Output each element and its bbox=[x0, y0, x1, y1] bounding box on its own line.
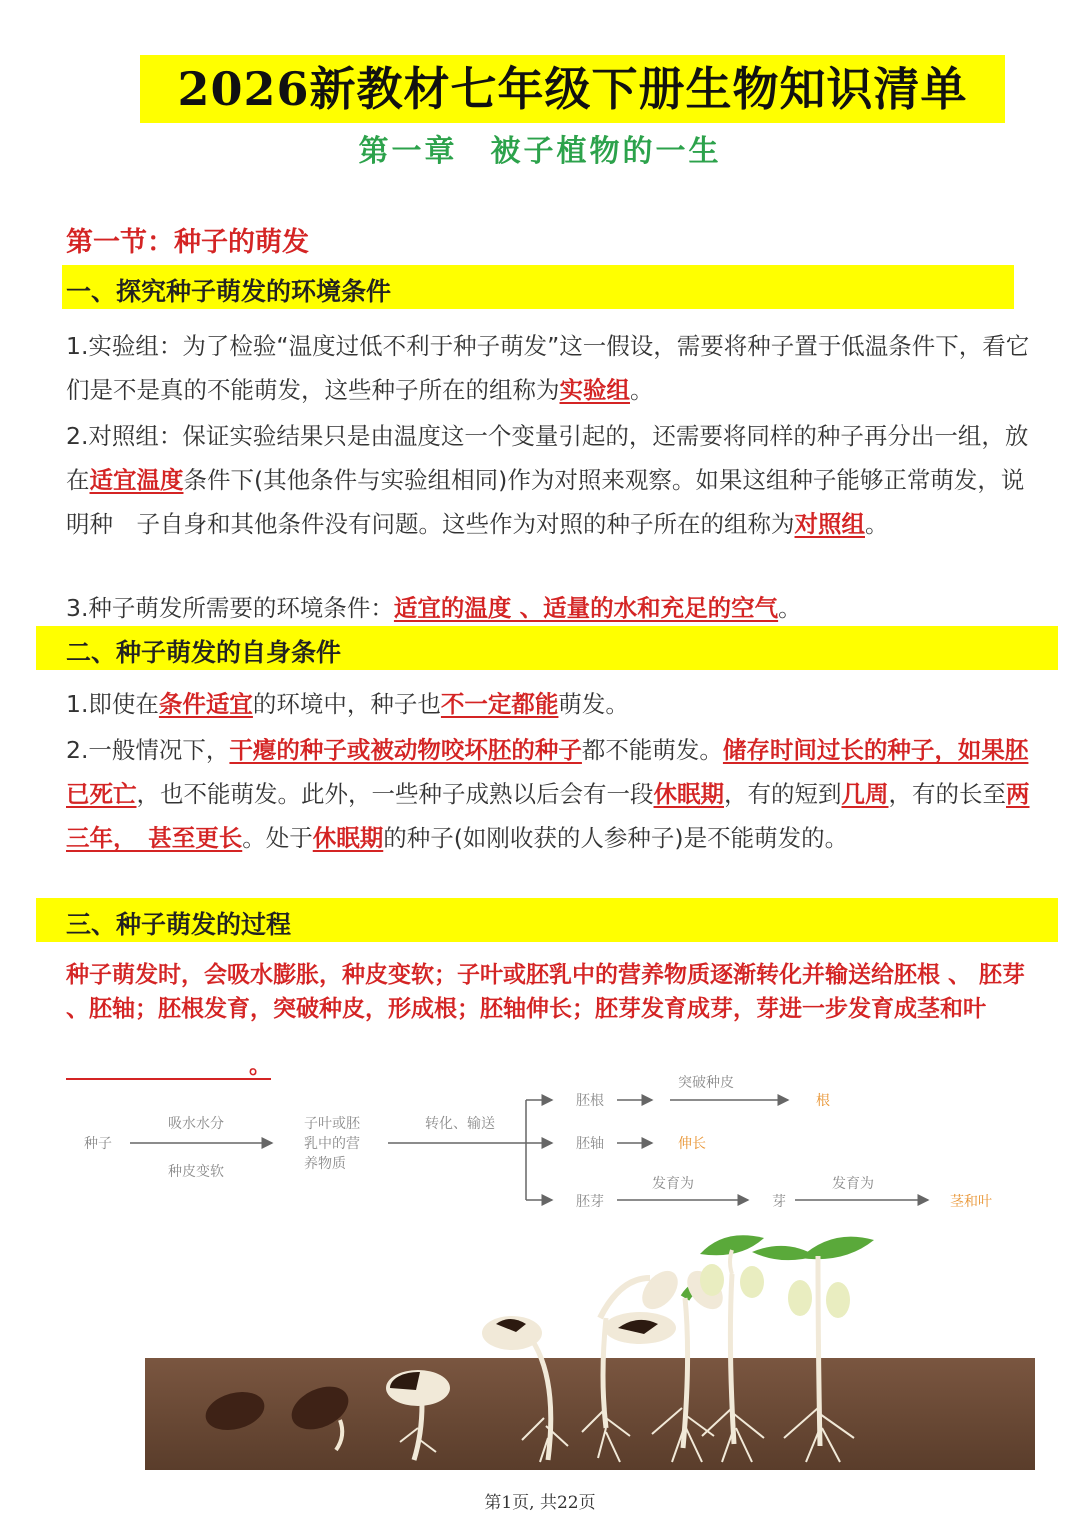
paragraph-self-condition-1: 1.即使在条件适宜的环境中，种子也不一定都能萌发。 bbox=[66, 690, 629, 718]
diagram-develop-1: 发育为 bbox=[652, 1176, 694, 1192]
keyword: 适宜温度 bbox=[89, 466, 184, 494]
diagram-absorb: 吸水水分 bbox=[168, 1116, 224, 1132]
keyword: 两三年， 甚至更长 bbox=[66, 780, 1030, 852]
germination-flow-diagram bbox=[60, 1070, 1020, 1220]
diagram-bud: 芽 bbox=[772, 1194, 786, 1210]
diagram-break: 突破种皮 bbox=[678, 1075, 734, 1091]
page-footer: 第1页, 共22页 bbox=[484, 1493, 596, 1513]
keyword: 储存时间过长的种子，如果胚已死亡 bbox=[66, 736, 1029, 808]
diagram-nutrient-1: 子叶或胚 bbox=[304, 1116, 360, 1132]
keyword: 几周 bbox=[841, 780, 889, 808]
keyword: 实验组 bbox=[559, 376, 630, 404]
keyword: 适宜的温度 、适量的水和充足的空气 bbox=[393, 594, 779, 622]
keyword: 不一定都能 bbox=[440, 690, 559, 718]
diagram-root: 根 bbox=[816, 1093, 830, 1109]
diagram-elongate: 伸长 bbox=[678, 1136, 706, 1152]
heading-2: 二、种子萌发的自身条件 bbox=[66, 638, 342, 667]
diagram-radicle: 胚根 bbox=[576, 1093, 604, 1109]
chapter-title: 第一章 被子植物的一生 bbox=[358, 134, 722, 169]
diagram-hypocotyl: 胚轴 bbox=[576, 1136, 604, 1152]
soil bbox=[145, 1358, 1035, 1470]
diagram-plumule: 胚芽 bbox=[576, 1194, 604, 1210]
heading-1: 一、探究种子萌发的环境条件 bbox=[66, 277, 392, 306]
diagram-develop-2: 发育为 bbox=[832, 1176, 874, 1192]
diagram-stem-leaf: 茎和叶 bbox=[950, 1194, 992, 1210]
diagram-transform: 转化、输送 bbox=[425, 1116, 495, 1132]
keyword: 干瘪的种子或被动物咬坏胚的种子 bbox=[229, 736, 582, 764]
page-title: 2026新教材七年级下册生物知识清单 bbox=[177, 62, 968, 116]
keyword: 休眠期 bbox=[312, 824, 384, 852]
diagram-nutrient-3: 养物质 bbox=[304, 1156, 346, 1172]
keyword: 对照组 bbox=[794, 510, 865, 538]
paragraph-self-condition-2: 2.一般情况下，干瘪的种子或被动物咬坏胚的种子都不能萌发。储存时间过长的种子，如果胚已死亡，也不能萌发。此外，一些种子成熟以后会有一段休眠期，有的短到几周，有的长至两三年， 甚至更长。处于休眠期的种子(如刚收获的人参种子)是不能萌发的。 bbox=[66, 736, 1030, 852]
process-description: 种子萌发时，会吸水膨胀，种皮变软；子叶或胚乳中的营养物质逐渐转化并输送给胚根 、 胚芽 、胚轴；胚根发育，突破种皮，形成根；胚轴伸长；胚芽发育成芽，芽进一步发育成茎和叶 bbox=[66, 962, 1026, 1022]
section-title: 第一节：种子的萌发 bbox=[66, 227, 309, 258]
diagram-seed: 种子 bbox=[84, 1136, 112, 1152]
diagram-nutrient-2: 乳中的营 bbox=[304, 1136, 360, 1152]
heading-3: 三、种子萌发的过程 bbox=[66, 910, 292, 939]
germination-stages-illustration bbox=[140, 1228, 1040, 1472]
keyword: 条件适宜 bbox=[158, 690, 253, 718]
paragraph-experiment-group: 1.实验组：为了检验“温度过低不利于种子萌发”这一假设，需要将种子置于低温条件下，看它们是不是真的不能萌发，这些种子所在的组称为实验组。 bbox=[66, 332, 1030, 404]
diagram-soften: 种皮变软 bbox=[168, 1164, 224, 1180]
paragraph-conditions: 3.种子萌发所需要的环境条件：适宜的温度 、适量的水和充足的空气。 bbox=[66, 594, 802, 622]
keyword: 休眠期 bbox=[653, 780, 724, 808]
paragraph-control-group: 2.对照组：保证实验结果只是由温度这一个变量引起的，还需要将同样的种子再分出一组，放在适宜温度条件下(其他条件与实验组相同)作为对照来观察。如果这组种子能够正常萌发，说明种 子自身和其他条件没有问题。这些作为对照的种子所在的组称为对照组。 bbox=[66, 422, 1029, 538]
process-blank-line: 。 bbox=[66, 1056, 271, 1080]
